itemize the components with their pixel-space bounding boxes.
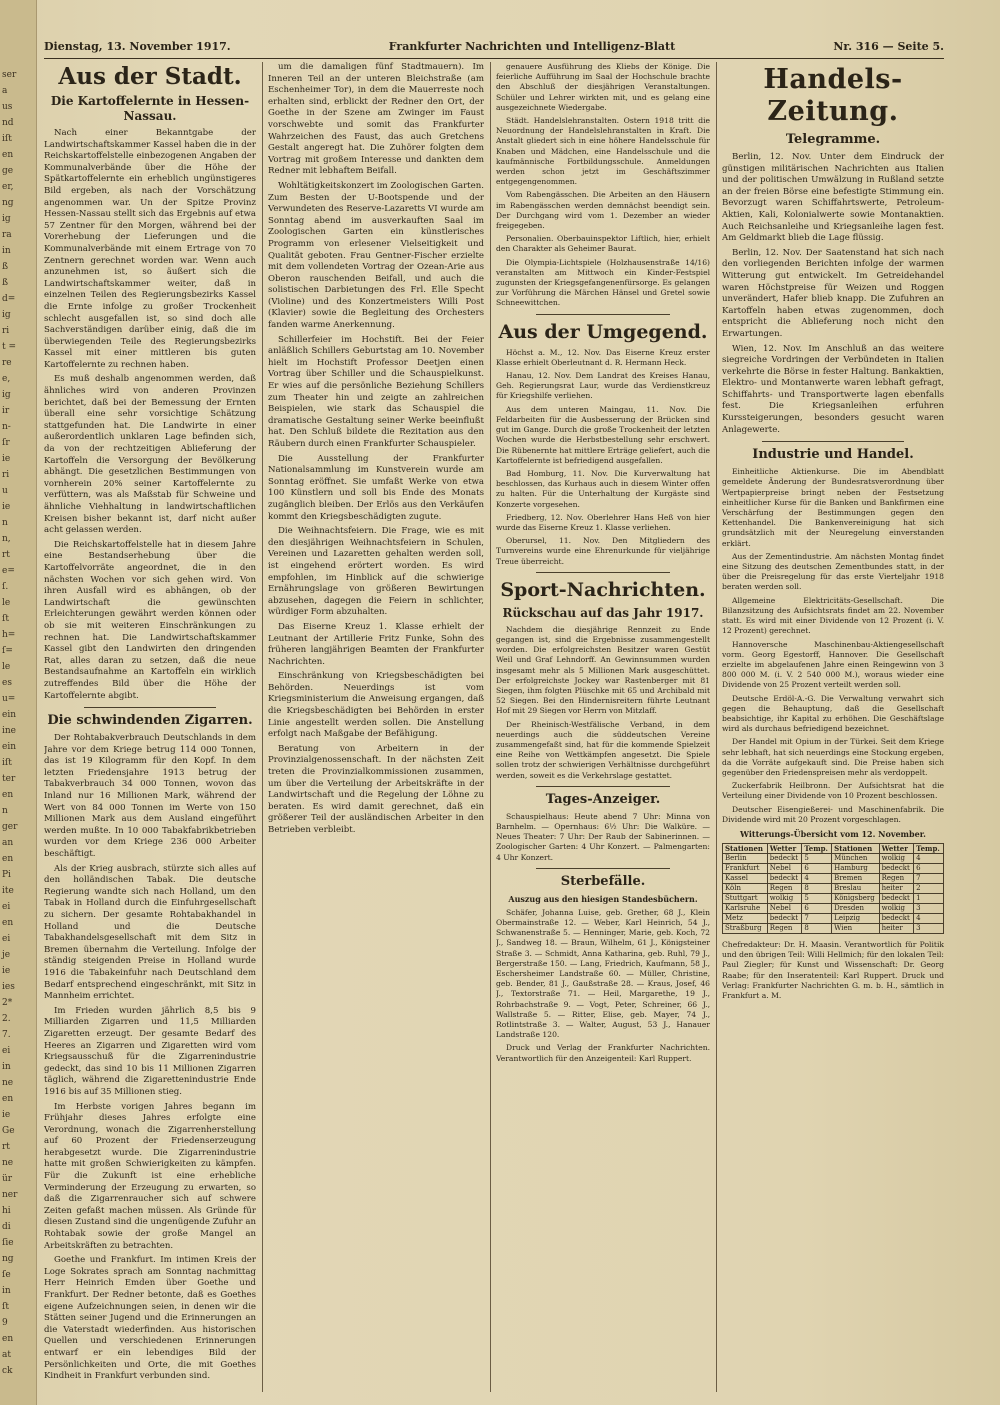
- paragraph: Aus dem unteren Maingau, 11. Nov. Die Feldarbeiten für die Ausbesserung der Brücken sind gut im Gange. Durch die große Trockenheit der letzten Wochen wurde die Herbstbestellung sehr erschwert. Die Rübenernte hat mittlere Erträge geliefert, auch die Kartoffelernte ist befriedigend ausgefallen.: [496, 404, 710, 465]
- weather-col-header: Wetter: [767, 843, 802, 853]
- paragraph: Berlin, 12. Nov. Unter dem Eindruck der günstigen militärischen Nachrichten aus Italien und der politischen Umwälzung in Rußland setzte an der freien Börse eine befestigte Stimmung ein. Bevorzugt waren Schiffahrtswerte, Petroleum-Aktien, Kali, Kolonialwerte sowie Montanaktien. Auch Reichsanleihe und Kriegsanleihe lagen fest. Am Geldmarkt blieb die Lage flüssig.: [722, 152, 944, 244]
- article-body: [496, 625, 710, 781]
- edge-text-fragment: n: [2, 806, 8, 816]
- column-divider: [716, 62, 717, 1392]
- edge-text-fragment: ß: [2, 262, 9, 272]
- edge-text-fragment: en: [2, 1094, 14, 1104]
- paragraph: Deutscher Eisengießerei- und Maschinenfabrik. Die Dividende wird mit 20 Prozent vorgeschlagen.: [722, 804, 944, 824]
- edge-text-fragment: us: [2, 102, 13, 112]
- paragraph: Hannoversche Maschinenbau-Aktiengesellschaft vorm. Georg Egestorff, Hannover. Die Gesellschaft erzielte im abgelaufenen Jahre einen Reingewinn von 3 800 000 M. (i. V. 2 540 000 M.), woraus wieder eine Dividende von 25 Prozent verteilt werden soll.: [722, 639, 944, 690]
- paragraph: Das Eiserne Kreuz 1. Klasse erhielt der Leutnant der Artillerie Fritz Funke, Sohn des früheren langjährigen Beamten der Frankfurter Nachrichten.: [268, 621, 484, 667]
- weather-col-header: Stationen: [723, 843, 768, 853]
- paragraph: Städt. Handelslehranstalten. Ostern 1918 tritt die Neuordnung der Handelslehranstalten in Kraft. Die Anstalt gliedert sich in eine höhere Handelsschule für Knaben und Mädchen, eine Handelsschule und die kaufmännische Fortbildungsschule. Anmeldungen werden schon jetzt im Geschäftszimmer entgegengenommen.: [496, 116, 710, 187]
- telegramme-heading: Telegramme.: [785, 132, 881, 147]
- weather-cell: 8: [802, 923, 832, 933]
- edge-text-fragment: en: [2, 854, 14, 864]
- section-divider: [762, 441, 904, 442]
- edge-text-fragment: nd: [2, 118, 14, 128]
- section-title-industrie: Industrie und Handel.: [752, 447, 914, 463]
- edge-text-fragment: en: [2, 1334, 14, 1344]
- table-row: [723, 873, 944, 883]
- edge-text-fragment: Pi: [2, 870, 11, 880]
- edge-text-fragment: en: [2, 790, 14, 800]
- edge-text-fragment: ſ.: [2, 582, 9, 592]
- edge-text-fragment: t =: [2, 342, 17, 352]
- weather-cell: München: [832, 853, 879, 863]
- edge-text-fragment: ner: [2, 1190, 18, 1200]
- sterbefaelle-list: Schäfer, Johanna Luise, geb. Grether, 68 J., Klein Obermainstraße 12. — Weber, Karl Heinrich, 54 J., Schwanenstraße 5. — Henninger, Marie, geb. Koch, 72 J., Sandweg 18. — Braun, Wilhelm, 61 J., Königsteiner Straße 3. — Schmidt, Anna Katharina, geb. Ruhl, 79 J., Bergerstraße 150. — Lang, Friedrich, Kaufmann, 58 J., Eschersheimer Landstraße 60. — Müller, Christine, geb. Bender, 81 J., Gaußstraße 28. — Kraus, Josef, 46 J., Textorstraße 71. — Heil, Margarethe, 19 J., Rohrbachstraße 9. — Vogt, Peter, Schreiner, 66 J., Wallstraße 5. — Ritter, Elise, geb. Mayer, 74 J., Rotlintstraße 3. — Walter, August, 53 J., Hanauer Landstraße 120.: [496, 907, 710, 1040]
- weather-cell: Regen: [767, 923, 802, 933]
- edge-text-fragment: n-: [2, 422, 11, 432]
- edge-text-fragment: u=: [2, 694, 16, 704]
- paragraph: Im Frieden wurden jährlich 8,5 bis 9 Milliarden Zigarren und 11,5 Milliarden Zigaretten erzeugt. Der gesamte Bedarf des Heeres an Zigarren und Zigaretten wird vom Kriegsausschuß für die Zigarrenindustrie gedeckt, das sind 10 bis 11 Millionen Zigarren täglich, während die Zigarettenindustrie Ende 1916 bis auf 35 Millionen stieg.: [44, 1005, 256, 1097]
- weather-cell: Karlsruhe: [723, 903, 768, 913]
- edge-text-fragment: n: [2, 518, 8, 528]
- weather-cell: Metz: [723, 913, 768, 923]
- edge-text-fragment: es: [2, 678, 12, 688]
- paragraph: Deutsche Erdöl-A.-G. Die Verwaltung verwahrt sich gegen die Behauptung, daß die Gesellschaft beabsichtige, ihr Kapital zu erhöhen. Die Geschäftslage wird als durchaus befriedigend bezeichnet.: [722, 693, 944, 734]
- weather-cell: 3: [914, 903, 944, 913]
- paragraph: Personalien. Oberbauinspektor Liftlich, hier, erhielt den Charakter als Geheimer Baurat.: [496, 234, 710, 254]
- edge-text-fragment: ie: [2, 454, 11, 464]
- paragraph: Wohltätigkeitskonzert im Zoologischen Garten. Zum Besten der U-Bootspende und der Verwundeten des Reserve-Lazaretts VI wurde am Sonntag abend im ausverkauften Saal im Zoologischen Garten ein künstlerisches Programm von erlesener Vielseitigkeit und Qualität geboten. Frau Gentner-Fischer erzielte mit dem vollendeten Vortrag der Ozean-Arie aus Oberon rauschenden Beifall, und auch die solistischen Darbietungen des Frl. Elle Specht (Violine) und des Konzertmeisters Willi Post (Klavier) sowie die Begleitung des Orchesters fanden warme Anerkennung.: [268, 180, 484, 331]
- weather-cell: 8: [802, 883, 832, 893]
- edge-text-fragment: di: [2, 1222, 11, 1232]
- weather-cell: Hamburg: [832, 863, 879, 873]
- edge-text-fragment: e=: [2, 566, 15, 576]
- edge-text-fragment: iſt: [2, 134, 12, 144]
- edge-text-fragment: ie: [2, 966, 11, 976]
- edge-text-fragment: ſt: [2, 614, 9, 624]
- weather-cell: 7: [802, 913, 832, 923]
- weather-cell: bedeckt: [879, 893, 914, 903]
- weather-cell: bedeckt: [879, 863, 914, 873]
- edge-text-fragment: ter: [2, 774, 16, 784]
- edge-text-fragment: le: [2, 598, 11, 608]
- column-divider: [490, 62, 491, 1392]
- weather-cell: 4: [914, 913, 944, 923]
- weather-cell: Breslau: [832, 883, 879, 893]
- paragraph: Goethe und Frankfurt. Im intimen Kreis der Loge Sokrates sprach am Sonntag nachmittag Herr Heinrich Emden über Goethe und Frankfurt. Der Redner betonte, daß es Goethes eigene Aufzeichnungen seien, in denen wir die Stätten seiner Jugend und die Erinnerungen an die Vaterstadt wiederfinden. Aus historischen Quellen und verschiedenen Erinnerungen entwarf er ein lebendiges Bild der Persönlichkeiten und Orte, die mit Goethes Kindheit in Frankfurt verbunden sind.: [44, 1255, 256, 1382]
- article-heading-rueckschau: Rückschau auf das Jahr 1917.: [502, 605, 704, 620]
- paragraph: Nach einer Bekanntgabe der Landwirtschaftskammer Kassel haben die in der Reichskartoffelstelle einbezogenen Angaben der Kommunalverbände über die Höhe der Spätkartoffelernte ein erheblich ungünstigeres Bild ergeben, als nach der Vorschätzung angenommen war. Un der Spitze Provinz Hessen-Nassau stellt sich das Ergebnis auf etwa 57 Zentner für den Morgen, während bei der Vorerhebung der Lieferungen und die Kommunalverbände mit einem Ertrage von 70 Zentnern gerechnet worden war. Wenn auch anzunehmen ist, so äußert sich die Landwirtschaftskammer weiter, daß in einzelnen Teilen des Regierungsbezirks Kassel die Ernte infolge zu großer Trockenheit schlecht ausgefallen ist, so sind doch alle Sachverständigen darüber einig, daß die im überwiegenden Teile des Regierungsbezirks Kassel mit einer mittleren bis guten Kartoffelernte zu rechnen haben.: [44, 128, 256, 370]
- edge-text-fragment: ei: [2, 902, 11, 912]
- edge-text-fragment: ine: [2, 726, 17, 736]
- impressum: Chefredakteur: Dr. H. Maasin. Verantwortlich für Politik und den übrigen Teil: Willi Hellmich; für den lokalen Teil: Paul Ziegler; für Kunst und Wissenschaft: Dr. Georg Raabe; für den Inseratenteil: Karl Ruppert. Druck und Verlag: Frankfurter Nachrichten G. m. b. H., sämtlich in Frankfurt a. M.: [722, 939, 944, 1000]
- weather-cell: Frankfurt: [723, 863, 768, 873]
- left-page-edge: [0, 0, 37, 1405]
- paragraph: Als der Krieg ausbrach, stürzte sich alles auf den holländischen Tabak. Die deutsche Regierung wandte sich nach Holland, um den Tabak in Holland durch die Einfuhrgesellschaft zu sichern. Der gesamte Rohtabakhandel in Holland und die Deutsche Tabakhandelsgesellschaft mit dem Sitz in Bremen übernahm die Verteilung. Infolge der ständig steigenden Preise in Holland wurde 1916 die Tabakeinfuhr nach Deutschland dem Bedarf entsprechend eingeschränkt, mit Sitz in Mannheim errichtet.: [44, 863, 256, 1002]
- sterbefaelle-subtitle: Auszug aus den hiesigen Standesbüchern.: [508, 893, 698, 904]
- edge-text-fragment: ſt: [2, 1302, 9, 1312]
- edge-text-fragment: rt: [2, 550, 10, 560]
- section-title-handels-zeitung: Handels-Zeitung.: [763, 64, 903, 127]
- paragraph: Die Reichskartoffelstelle hat in diesem Jahre eine Bestandserhebung über die Kartoffelvorräte angeordnet, die in den nächsten Wochen vor sich gehen wird. Von ihren Ausfall wird es abhängen, ob der Landwirtschaft die gewünschten Erleichterungen gewährt werden können oder ob sie mit weiteren Einschränkungen zu rechnen hat. Die Landwirtschaftskammer Kassel gibt den Landwirten den dringenden Rat, alles daran zu setzen, daß die neue Bestandsaufnahme an Kartoffeln ein wirklich zutreffendes Bild über die Höhe der Kartoffelernte abgibt.: [44, 539, 256, 701]
- section-divider: [536, 314, 670, 315]
- edge-text-fragment: ser: [2, 70, 17, 80]
- edge-text-fragment: ſe: [2, 1270, 11, 1280]
- article-heading-kartoffelernte: Die Kartoffelernte in Hessen-Nassau.: [50, 94, 250, 123]
- weather-cell: Leipzig: [832, 913, 879, 923]
- paragraph: Der Rohtabakverbrauch Deutschlands in dem Jahre vor dem Kriege betrug 114 000 Tonnen, das ist 19 Kilogramm für den Kopf. In dem letzten Friedensjahre 1913 betrug der Tabakverbrauch 34 000 Tonnen, wovon das Inland nur 16 Millionen Mark, während der Wert von 84 000 Tonnen im Werte von 150 Millionen Mark aus dem Ausland eingeführt werden mußte. In 10 000 Tabakfabrikbetrieben wurden vor dem Kriege 236 000 Arbeiter beschäftigt.: [44, 733, 256, 860]
- edge-text-fragment: le: [2, 662, 11, 672]
- weather-col-header: Temp.: [914, 843, 944, 853]
- paragraph: Der Handel mit Opium in der Türkei. Seit dem Kriege sehr lebhaft, hat sich neuerdings eine Stockung ergeben, da die Vorräte aufgekauft sind. Die Preise haben sich gegenüber den Friedenspreisen mehr als verdoppelt.: [722, 737, 944, 777]
- article-body: [268, 62, 484, 837]
- edge-text-fragment: ig: [2, 310, 11, 320]
- table-row: [723, 903, 944, 913]
- weather-cell: Straßburg: [723, 923, 768, 933]
- section-divider: [536, 868, 670, 869]
- edge-text-fragment: ri: [2, 470, 10, 480]
- edge-text-fragment: ein: [2, 710, 17, 720]
- weather-table-title: Witterungs-Übersicht vom 12. November.: [740, 828, 926, 839]
- weather-cell: wolkig: [879, 903, 914, 913]
- paragraph: Höchst a. M., 12. Nov. Das Eiserne Kreuz erster Klasse erhielt Oberleutnant d. R. Hermann Heck.: [496, 347, 710, 367]
- page-header: [44, 40, 944, 58]
- weather-table: [722, 843, 944, 934]
- weather-cell: heiter: [879, 923, 914, 933]
- edge-text-fragment: ſr: [2, 438, 10, 448]
- column-4: [722, 62, 944, 1397]
- weather-cell: Königsberg: [832, 893, 879, 903]
- edge-text-fragment: ſie: [2, 1238, 14, 1248]
- weather-cell: Nebel: [767, 863, 802, 873]
- edge-text-fragment: in: [2, 1286, 11, 1296]
- section-divider: [536, 786, 670, 787]
- edge-text-fragment: ne: [2, 1078, 14, 1088]
- weather-cell: 7: [914, 873, 944, 883]
- weather-cell: Regen: [767, 883, 802, 893]
- edge-text-fragment: ge: [2, 166, 14, 176]
- weather-cell: Wien: [832, 923, 879, 933]
- tages-anzeiger-text: Schauspielhaus: Heute abend 7 Uhr: Minna von Barnhelm. — Opernhaus: 6½ Uhr: Die Walküre. — Neues Theater: 7 Uhr: Der Raub der Sabinerinnen. — Zoologischer Garten: 4 Uhr Konzert. — Palmengarten: 4 Uhr Konzert.: [496, 811, 710, 862]
- edge-text-fragment: je: [2, 950, 11, 960]
- weather-cell: Regen: [879, 873, 914, 883]
- weather-cell: 5: [802, 893, 832, 903]
- edge-text-fragment: ite: [2, 886, 14, 896]
- section-divider: [536, 572, 670, 573]
- column-3: [496, 62, 710, 1397]
- paragraph: Friedberg, 12. Nov. Oberlehrer Hans Heß von hier wurde das Eiserne Kreuz 1. Klasse verliehen.: [496, 512, 710, 532]
- edge-text-fragment: ir: [2, 406, 10, 416]
- edge-text-fragment: 2.: [2, 1014, 11, 1024]
- article-body: [722, 467, 944, 825]
- header-masthead: Frankfurter Nachrichten und Intelligenz-Blatt: [388, 40, 676, 53]
- weather-cell: bedeckt: [767, 853, 802, 863]
- edge-text-fragment: en: [2, 150, 14, 160]
- paragraph: Die Ausstellung der Frankfurter Nationalsammlung im Kunstverein wurde am Sonntag eröffnet. Sie umfaßt Werke von etwa 100 Künstlern und soll bis Ende des Monats zugänglich bleiben. Der Erlös aus den Verkäufen kommt den Kriegsbeschädigten zugute.: [268, 453, 484, 522]
- weather-cell: bedeckt: [767, 913, 802, 923]
- edge-text-fragment: ig: [2, 214, 11, 224]
- edge-text-fragment: ies: [2, 982, 15, 992]
- weather-cell: Kassel: [723, 873, 768, 883]
- article-body: [44, 733, 256, 1383]
- paragraph: Wien, 12. Nov. Im Anschluß an das weitere siegreiche Vordringen der Verbündeten in Italien verkehrte die Börse in fester Haltung. Bankaktien, Elektro- und Montanwerte waren lebhaft gefragt, Schiffahrts- und Transportwerte lagen ebenfalls fest. Die Kriegsanleihen erfuhren Kurssteigerungen, besonders gesucht waren Anlagewerte.: [722, 343, 944, 435]
- sterbefaelle-footer: Druck und Verlag der Frankfurter Nachrichten. Verantwortlich für den Anzeigenteil: Karl Ruppert.: [496, 1043, 710, 1063]
- weather-cell: 2: [914, 883, 944, 893]
- article-body: [44, 128, 256, 702]
- paragraph: Allgemeine Elektricitäts-Gesellschaft. Die Bilanzsitzung des Aufsichtsrats findet am 22. November statt. Es wird mit einer Dividende von 12 Prozent (i. V. 12 Prozent) gerechnet.: [722, 595, 944, 636]
- paragraph: Es muß deshalb angenommen werden, daß ähnliches wird von anderen Provinzen berichtet, daß bei der Bemessung der Ernten überall eine sehr vorsichtige Schätzung stattgefunden hat. Die Landwirte in einer außerordentlich unklaren Lage befinden sich, da von der rechtzeitigen Ablieferung der Kartoffeln die Versorgung der Bevölkerung abhängt. Die gesetzlichen Bestimmungen von vornherein 20% seiner Kartoffelernte zu verfüttern, was als Maßstab für Schweine und ähnliche Viehhaltung in landwirtschaftlichen Kreisen bisher bekannt ist, darf nicht außer acht gelassen werden.: [44, 374, 256, 536]
- paragraph: Einschränkung von Kriegsbeschädigten bei Behörden. Neuerdings ist vom Kriegsministerium die Anweisung ergangen, daß die Kriegsbeschädigten bei Behörden in erster Linie angestellt werden sollen. Die Anstellung erfolgt nach Maßgabe der Befähigung.: [268, 671, 484, 740]
- weather-cell: Köln: [723, 883, 768, 893]
- edge-text-fragment: ra: [2, 230, 12, 240]
- weather-cell: bedeckt: [767, 873, 802, 883]
- paragraph: Einheitliche Aktienkurse. Die im Abendblatt gemeldete Änderung der Bundesratsverordnung über Wertpapierpreise bringt neben der Festsetzung einheitlicher Kurse für die Banken und Bankfirmen eine Verschärfung der Bestimmungen gegen den Kettenhandel. Die Bankenvereinigung hat sich grundsätzlich mit der Neuregelung einverstanden erklärt.: [722, 467, 944, 548]
- header-rule: [44, 58, 944, 59]
- edge-text-fragment: 7.: [2, 1030, 11, 1040]
- edge-text-fragment: a: [2, 86, 8, 96]
- weather-cell: 1: [914, 893, 944, 903]
- edge-text-fragment: re: [2, 358, 12, 368]
- edge-text-fragment: iſt: [2, 758, 12, 768]
- edge-text-fragment: ß: [2, 278, 9, 288]
- edge-text-fragment: at: [2, 1350, 11, 1360]
- edge-text-fragment: 9: [2, 1318, 8, 1328]
- edge-text-fragment: ne: [2, 1158, 14, 1168]
- table-row: [723, 923, 944, 933]
- edge-text-fragment: en: [2, 918, 14, 928]
- column-1: [44, 62, 256, 1397]
- edge-text-fragment: e,: [2, 374, 11, 384]
- section-title-aus-der-stadt: Aus der Stadt.: [58, 63, 242, 90]
- edge-text-fragment: 2*: [2, 998, 13, 1008]
- edge-text-fragment: an: [2, 838, 14, 848]
- table-row: [723, 893, 944, 903]
- paragraph: Schillerfeier im Hochstift. Bei der Feier anläßlich Schillers Geburtstag am 10. November hielt im Hochstift Professor Deetjen einen Vortrag über Schiller und die Schauspielkunst. Er wies auf die persönliche Beziehung Schillers zum Theater hin und zeigte an zahlreichen Beispielen, wie stark das Schauspiel die dramatische Gestaltung seiner Werke beeinflußt hat. Den Schluß bildete die Rezitation aus den Räubern durch einen Frankfurter Schauspieler.: [268, 334, 484, 449]
- section-title-tages-anzeiger: Tages-Anzeiger.: [545, 791, 661, 807]
- table-row: [723, 913, 944, 923]
- weather-cell: wolkig: [767, 893, 802, 903]
- table-row: [723, 853, 944, 863]
- paragraph: Im Herbste vorigen Jahres begann im Frühjahr dieses Jahres erfolgte eine Verordnung, wonach die Zigarrenherstellung auf 60 Prozent der Friedenserzeugung herabgesetzt wurde. Die Zigarrenindustrie hatte mit großen Schwierigkeiten zu kämpfen. Für die Zukunft ist eine erhebliche Verminderung der Erzeugung zu erwarten, so daß die Zigarrenraucher sich auf schwere Zeiten gefaßt machen müssen. Als Gründe für diesen Zustand sind die ungenügende Zufuhr an Rohtabak sowie der große Mangel an Arbeitskräften zu betrachten.: [44, 1101, 256, 1251]
- edge-text-fragment: ei: [2, 934, 11, 944]
- weather-cell: 6: [914, 863, 944, 873]
- edge-text-fragment: in: [2, 1062, 11, 1072]
- weather-col-header: Stationen: [832, 843, 879, 853]
- edge-text-fragment: ng: [2, 198, 14, 208]
- weather-cell: Berlin: [723, 853, 768, 863]
- weather-cell: wolkig: [879, 853, 914, 863]
- edge-text-fragment: rt: [2, 1142, 10, 1152]
- article-body: [496, 62, 710, 309]
- weather-cell: 3: [914, 923, 944, 933]
- weather-cell: 6: [802, 903, 832, 913]
- weather-col-header: Temp.: [802, 843, 832, 853]
- paragraph: Hanau, 12. Nov. Dem Landrat des Kreises Hanau, Geh. Regierungsrat Laur, wurde das Verdienstkreuz für Kriegshilfe verliehen.: [496, 371, 710, 401]
- article-body: [722, 152, 944, 436]
- edge-text-fragment: u: [2, 486, 8, 496]
- article-heading-zigarren: Die schwindenden Zigarren.: [47, 713, 253, 729]
- weather-cell: 4: [914, 853, 944, 863]
- paragraph: Berlin, 12. Nov. Der Saatenstand hat sich nach den vorliegenden Berichten infolge der warmen Witterung gut entwickelt. Im Getreidehandel waren Höchstpreise für Weizen und Roggen unverändert, Hafer blieb knapp. Die Zufuhren an Kartoffeln haben etwas zugenommen, doch entspricht die Ablieferung noch nicht den Erwartungen.: [722, 247, 944, 339]
- paragraph: Der Rheinisch-Westfälische Verband, in dem neuerdings auch die süddeutschen Vereine zusammengefaßt sind, hat für die kommende Spielzeit eine Reihe von Wettkämpfen angesetzt. Die Spiele sollen trotz der schwierigen Verhältnisse durchgeführt werden, soweit es die Verkehrslage gestattet.: [496, 719, 710, 780]
- section-title-sport: Sport-Nachrichten.: [500, 578, 706, 601]
- paragraph: Die Weihnachtsfeiern. Die Frage, wie es mit den diesjährigen Weihnachtsfeiern in Schulen, Vereinen und Lazaretten gehalten werden soll, ist eingehend erörtert worden. Es wird empfohlen, im Hinblick auf die schwierige Ernährungslage von größeren Bewirtungen abzusehen, dagegen die Feiern in schlichter, würdiger Form abzuhalten.: [268, 526, 484, 618]
- paragraph: Aus der Zementindustrie. Am nächsten Montag findet eine Sitzung des deutschen Zementbundes statt, in der über die Preisregelung für das erste Vierteljahr 1918 beraten werden soll.: [722, 551, 944, 592]
- edge-text-fragment: Ge: [2, 1126, 15, 1136]
- paragraph: genauere Ausführung des Kliebs der Könige. Die feierliche Aufführung im Saal der Hochschule brachte den Abschluß der diesjährigen Veranstaltungen. Schüler und Lehrer wirkten mit, und es gelang eine ausgezeichnete Wiedergabe.: [496, 62, 710, 112]
- edge-text-fragment: in: [2, 246, 11, 256]
- weather-cell: Nebel: [767, 903, 802, 913]
- paragraph: Beratung von Arbeitern in der Provinzialgenossenschaft. In der nächsten Zeit treten die Provinzialkommissionen zusammen, um über die Verteilung der Arbeitskräfte in der Landwirtschaft und die Regelung der Löhne zu beraten. Es wird damit gerechnet, daß ein größerer Teil der ausländischen Arbeiter in den Betrieben verbleibt.: [268, 743, 484, 835]
- paragraph: Vom Rabengässchen. Die Arbeiten an den Häusern im Rabengässchen werden demnächst beendigt sein. Der Durchgang wird vom 1. Dezember an wieder freigegeben.: [496, 190, 710, 231]
- paragraph: Oberursel, 11. Nov. Den Mitgliedern des Turnvereins wurde eine Ehrenurkunde für vieljährige Treue überreicht.: [496, 536, 710, 566]
- paragraph: Nachdem die diesjährige Rennzeit zu Ende gegangen ist, sind die Ergebnisse zusammengestellt worden. Die erfolgreichsten Besitzer waren Gestüt Weil und Graf Lehndorff. An Gewinnsummen wurden insgesamt mehr als 5 Millionen Mark ausgeschüttet. Der erfolgreichste Jockey war Rastenberger mit 81 Siegen, ihm folgten Plüschke mit 65 und Archibald mit 52 Siegen. Bei den Hindernisreitern führte Leutnant Hof mit 29 Siegen vor Herrn von Mitzlaff.: [496, 624, 710, 716]
- paragraph: Zuckerfabrik Heilbronn. Der Aufsichtsrat hat die Verteilung einer Dividende von 10 Prozent beschlossen.: [722, 781, 944, 801]
- table-row: [723, 883, 944, 893]
- edge-text-fragment: ie: [2, 1110, 11, 1120]
- edge-text-fragment: ri: [2, 326, 10, 336]
- header-date: Dienstag, 13. November 1917.: [44, 40, 231, 53]
- paragraph: um die damaligen fünf Stadtmauern). Im Inneren Teil an der unteren Bleichstraße (am Eschenheimer Tor), in dem die Mauerreste noch erhalten sind, erblickt der Redner den Ort, der Goethe in der Szene am Zwinger im Faust vorschwebte und somit das Frankfurter Wahrzeichen des Faust, das auch Gretchens Gestalt angeregt hat. Die Zuhörer folgten dem Vortrag mit großem Interesse und dankten dem Redner mit lebhaftem Beifall.: [268, 62, 484, 177]
- weather-cell: heiter: [879, 883, 914, 893]
- edge-text-fragment: ein: [2, 742, 17, 752]
- weather-cell: Dresden: [832, 903, 879, 913]
- edge-text-fragment: ng: [2, 1254, 14, 1264]
- edge-text-fragment: ck: [2, 1366, 13, 1376]
- article-body: [496, 348, 710, 567]
- edge-text-fragment: ie: [2, 502, 11, 512]
- weather-cell: 6: [802, 863, 832, 873]
- paragraph: Die Olympia-Lichtspiele (Holzhausenstraße 14/16) veranstalten am Mittwoch ein Kinder-Festspiel zugunsten der Kriegsgefangenenfürsorge. Es gelangen zur Vorführung die Märchen Hänsel und Gretel sowie Schneewittchen.: [496, 257, 710, 308]
- column-2: [268, 62, 484, 1397]
- weather-cell: bedeckt: [879, 913, 914, 923]
- edge-text-fragment: ig: [2, 390, 11, 400]
- edge-text-fragment: ei: [2, 1046, 11, 1056]
- edge-text-fragment: er,: [2, 182, 14, 192]
- edge-text-fragment: hi: [2, 1206, 11, 1216]
- edge-text-fragment: ür: [2, 1174, 13, 1184]
- weather-col-header: Wetter: [879, 843, 914, 853]
- weather-cell: Stuttgart: [723, 893, 768, 903]
- paragraph: Bad Homburg, 11. Nov. Die Kurverwaltung hat beschlossen, das Kurhaus auch in diesem Winter offen zu halten. Für die Unterhaltung der Kurgäste sind Konzerte vorgesehen.: [496, 468, 710, 509]
- section-title-umgegend: Aus der Umgegend.: [498, 320, 708, 343]
- weather-cell: 4: [802, 873, 832, 883]
- weather-cell: Bremen: [832, 873, 879, 883]
- header-page-number: Nr. 316 — Seite 5.: [833, 40, 944, 53]
- section-divider: [84, 707, 216, 708]
- table-row: [723, 863, 944, 873]
- column-divider: [262, 62, 263, 1392]
- edge-text-fragment: n,: [2, 534, 11, 544]
- edge-text-fragment: d=: [2, 294, 16, 304]
- edge-text-fragment: ger: [2, 822, 18, 832]
- weather-cell: 5: [802, 853, 832, 863]
- edge-text-fragment: ſ=: [2, 646, 13, 656]
- edge-text-fragment: h=: [2, 630, 16, 640]
- section-title-sterbefaelle: Sterbefälle.: [560, 873, 646, 889]
